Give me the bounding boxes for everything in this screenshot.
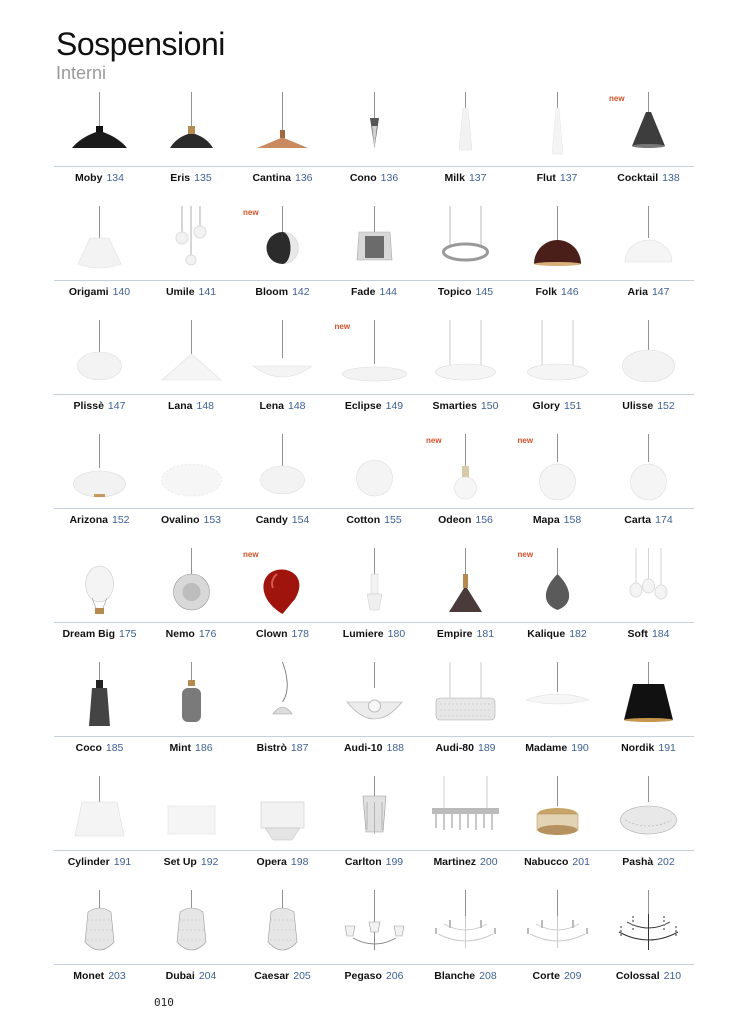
product-page: 201 — [572, 856, 590, 868]
product-mapa[interactable] — [512, 430, 603, 544]
product-row — [54, 316, 694, 430]
product-page: 144 — [379, 286, 398, 298]
product-soft[interactable] — [603, 544, 694, 658]
product-flut[interactable] — [512, 88, 603, 202]
product-page: 189 — [477, 742, 496, 754]
product-label — [603, 970, 694, 982]
product-label — [512, 286, 603, 298]
product-name: Eris — [170, 172, 191, 184]
product-carta[interactable] — [603, 430, 694, 544]
product-name: Ovalino — [160, 514, 200, 526]
product-colossal[interactable] — [603, 886, 694, 1000]
product-eclipse[interactable] — [329, 316, 420, 430]
product-pliss-[interactable] — [54, 316, 145, 430]
new-badge: new — [517, 436, 534, 445]
product-umile[interactable] — [146, 202, 237, 316]
product-name: Ulisse — [622, 400, 654, 412]
product-name: Arizona — [69, 514, 108, 526]
row-divider — [54, 622, 694, 623]
product-ulisse[interactable] — [603, 316, 694, 430]
product-page: 210 — [663, 970, 682, 982]
product-nabucco[interactable] — [512, 772, 603, 886]
row-divider — [54, 964, 694, 965]
product-name: Bistrò — [256, 742, 287, 754]
product-label — [603, 172, 694, 184]
row-divider — [54, 394, 694, 395]
product-label — [420, 400, 511, 412]
product-eris[interactable] — [146, 88, 237, 202]
product-label — [237, 400, 328, 412]
product-page: 154 — [291, 514, 310, 526]
product-page: 191 — [658, 742, 676, 754]
product-name: Lana — [167, 400, 193, 412]
product-label — [512, 400, 603, 412]
product-name: Dream Big — [62, 628, 115, 640]
product-page: 135 — [194, 172, 212, 184]
product-label — [420, 856, 511, 868]
product-row — [54, 544, 694, 658]
product-madame[interactable] — [512, 658, 603, 772]
product-label — [420, 970, 511, 982]
product-name: Opera — [256, 856, 287, 868]
product-blanche[interactable] — [420, 886, 511, 1000]
product-label — [54, 286, 145, 298]
product-label — [237, 628, 328, 640]
product-row — [54, 88, 694, 202]
product-label — [237, 742, 328, 754]
product-page: 147 — [107, 400, 126, 412]
product-label — [54, 514, 145, 526]
product-audi-10[interactable] — [329, 658, 420, 772]
product-row — [54, 772, 694, 886]
product-grid — [54, 88, 694, 1000]
product-row — [54, 658, 694, 772]
product-label — [54, 742, 145, 754]
product-page: 204 — [198, 970, 217, 982]
product-label — [420, 286, 511, 298]
product-page: 178 — [291, 628, 310, 640]
product-label — [329, 514, 420, 526]
product-name: Dubai — [165, 970, 195, 982]
product-name: Nordik — [621, 742, 655, 754]
product-label — [603, 742, 694, 754]
product-monet[interactable] — [54, 886, 145, 1000]
product-page: 151 — [563, 400, 582, 412]
product-page: 136 — [294, 172, 313, 184]
product-label — [420, 514, 511, 526]
product-name: Carlton — [344, 856, 382, 868]
product-page: 142 — [292, 286, 310, 298]
product-page: 140 — [112, 286, 131, 298]
product-name: Kalique — [527, 628, 566, 640]
product-label — [329, 172, 420, 184]
product-audi-80[interactable] — [420, 658, 511, 772]
product-moby[interactable] — [54, 88, 145, 202]
product-label — [420, 742, 511, 754]
product-cocktail[interactable] — [603, 88, 694, 202]
row-divider — [54, 280, 694, 281]
product-name: Audi-10 — [343, 742, 383, 754]
new-badge: new — [517, 550, 534, 559]
product-odeon[interactable] — [420, 430, 511, 544]
product-page: 158 — [563, 514, 582, 526]
page-subtitle: Interni — [56, 63, 107, 83]
product-name: Fade — [350, 286, 376, 298]
product-page: 152 — [657, 400, 675, 412]
product-page: 148 — [287, 400, 306, 412]
product-label — [420, 628, 511, 640]
product-page: 148 — [196, 400, 215, 412]
product-page: 137 — [559, 172, 578, 184]
product-aria[interactable] — [603, 202, 694, 316]
product-page: 192 — [200, 856, 219, 868]
product-name: Candy — [255, 514, 288, 526]
product-label — [146, 628, 237, 640]
product-smarties[interactable] — [420, 316, 511, 430]
product-page: 182 — [569, 628, 587, 640]
product-lena[interactable] — [237, 316, 328, 430]
product-page: 191 — [113, 856, 132, 868]
product-label — [512, 628, 603, 640]
product-name: Bloom — [255, 286, 289, 298]
product-pash-[interactable] — [603, 772, 694, 886]
product-label — [603, 400, 694, 412]
product-page: 149 — [385, 400, 404, 412]
product-topico[interactable] — [420, 202, 511, 316]
product-page: 200 — [480, 856, 498, 868]
product-name: Coco — [75, 742, 102, 754]
product-page: 174 — [655, 514, 673, 526]
product-pegaso[interactable] — [329, 886, 420, 1000]
new-badge: new — [243, 550, 259, 559]
product-page: 209 — [563, 970, 582, 982]
product-page: 206 — [385, 970, 404, 982]
row-divider — [54, 166, 694, 167]
product-ovalino[interactable] — [146, 430, 237, 544]
new-badge: new — [334, 322, 351, 331]
product-name: Cylinder — [67, 856, 110, 868]
product-page: 199 — [385, 856, 404, 868]
product-name: Mapa — [532, 514, 560, 526]
product-name: Colossal — [615, 970, 660, 982]
product-label — [54, 856, 145, 868]
product-set-up[interactable] — [146, 772, 237, 886]
product-row — [54, 430, 694, 544]
product-label — [146, 742, 237, 754]
product-cantina[interactable] — [237, 88, 328, 202]
product-name: Cono — [349, 172, 377, 184]
product-dream-big[interactable] — [54, 544, 145, 658]
product-clown[interactable] — [237, 544, 328, 658]
product-page: 146 — [561, 286, 579, 298]
product-name: Folk — [535, 286, 558, 298]
product-page: 203 — [108, 970, 126, 982]
product-page: 181 — [476, 628, 495, 640]
product-name: Milk — [444, 172, 465, 184]
product-page: 155 — [384, 514, 402, 526]
product-label — [54, 628, 145, 640]
product-label — [146, 286, 237, 298]
product-label — [54, 172, 145, 184]
product-page: 136 — [380, 172, 399, 184]
product-name: Caesar — [254, 970, 290, 982]
product-page: 156 — [475, 514, 493, 526]
product-label — [420, 172, 511, 184]
product-label — [329, 742, 420, 754]
product-label — [54, 970, 145, 982]
product-cono[interactable] — [329, 88, 420, 202]
product-cotton[interactable] — [329, 430, 420, 544]
product-label — [146, 400, 237, 412]
product-caesar[interactable] — [237, 886, 328, 1000]
product-lana[interactable] — [146, 316, 237, 430]
product-name: Cocktail — [617, 172, 659, 184]
new-badge: new — [609, 94, 625, 103]
product-row — [54, 886, 694, 1000]
product-page: 176 — [198, 628, 217, 640]
product-page: 141 — [198, 286, 217, 298]
product-name: Cantina — [252, 172, 291, 184]
product-label — [329, 970, 420, 982]
product-name: Monet — [73, 970, 105, 982]
product-carlton[interactable] — [329, 772, 420, 886]
product-nemo[interactable] — [146, 544, 237, 658]
product-glory[interactable] — [512, 316, 603, 430]
product-page: 175 — [118, 628, 137, 640]
product-name: Moby — [75, 172, 103, 184]
product-page: 134 — [106, 172, 124, 184]
product-label — [512, 742, 603, 754]
product-label — [146, 856, 237, 868]
product-name: Clown — [255, 628, 288, 640]
product-page: 138 — [662, 172, 680, 184]
product-page: 208 — [479, 970, 497, 982]
product-label — [237, 286, 328, 298]
product-name: Audi-80 — [435, 742, 474, 754]
product-name: Smarties — [432, 400, 477, 412]
product-lumiere[interactable] — [329, 544, 420, 658]
product-coco[interactable] — [54, 658, 145, 772]
product-page: 153 — [203, 514, 222, 526]
product-name: Pegaso — [344, 970, 382, 982]
product-name: Topico — [437, 286, 472, 298]
product-label — [237, 970, 328, 982]
product-kalique[interactable] — [512, 544, 603, 658]
product-page: 190 — [571, 742, 589, 754]
product-bistr-[interactable] — [237, 658, 328, 772]
product-name: Carta — [624, 514, 652, 526]
product-page: 145 — [475, 286, 494, 298]
product-name: Flut — [536, 172, 556, 184]
product-page: 180 — [387, 628, 406, 640]
page-title: Sospensioni — [56, 26, 225, 62]
product-name: Set Up — [163, 856, 197, 868]
product-page: 205 — [293, 970, 311, 982]
product-label — [237, 856, 328, 868]
product-empire[interactable] — [420, 544, 511, 658]
product-label — [146, 514, 237, 526]
product-name: Plissè — [73, 400, 104, 412]
product-name: Martinez — [433, 856, 477, 868]
product-name: Mint — [169, 742, 192, 754]
product-cylinder[interactable] — [54, 772, 145, 886]
product-name: Nemo — [165, 628, 195, 640]
new-badge: new — [243, 208, 259, 217]
product-label — [54, 400, 145, 412]
product-label — [603, 628, 694, 640]
product-label — [603, 286, 694, 298]
product-label — [146, 172, 237, 184]
product-martinez[interactable] — [420, 772, 511, 886]
product-name: Lumiere — [342, 628, 384, 640]
product-label — [329, 856, 420, 868]
product-name: Pashà — [622, 856, 654, 868]
product-name: Empire — [436, 628, 473, 640]
product-name: Blanche — [434, 970, 476, 982]
product-label — [329, 400, 420, 412]
product-name: Umile — [165, 286, 195, 298]
product-row — [54, 202, 694, 316]
product-nordik[interactable] — [603, 658, 694, 772]
product-name: Madame — [525, 742, 568, 754]
product-label — [512, 856, 603, 868]
product-bloom[interactable] — [237, 202, 328, 316]
row-divider — [54, 736, 694, 737]
product-corte[interactable] — [512, 886, 603, 1000]
product-page: 147 — [651, 286, 670, 298]
product-page: 137 — [468, 172, 487, 184]
product-arizona[interactable] — [54, 430, 145, 544]
product-label — [603, 856, 694, 868]
product-mint[interactable] — [146, 658, 237, 772]
product-candy[interactable] — [237, 430, 328, 544]
product-name: Corte — [532, 970, 560, 982]
product-label — [329, 286, 420, 298]
product-label — [603, 514, 694, 526]
row-divider — [54, 508, 694, 509]
product-page: 187 — [290, 742, 309, 754]
product-folk[interactable] — [512, 202, 603, 316]
new-badge: new — [426, 436, 442, 445]
product-name: Aria — [627, 286, 648, 298]
product-page: 184 — [651, 628, 670, 640]
product-name: Soft — [627, 628, 648, 640]
page-number: 010 — [154, 996, 174, 1009]
product-name: Nabucco — [524, 856, 569, 868]
product-page: 186 — [195, 742, 213, 754]
product-milk[interactable] — [420, 88, 511, 202]
product-dubai[interactable] — [146, 886, 237, 1000]
product-page: 152 — [111, 514, 130, 526]
product-name: Lena — [259, 400, 284, 412]
product-label — [512, 172, 603, 184]
product-name: Cotton — [346, 514, 381, 526]
row-divider — [54, 850, 694, 851]
product-name: Origami — [68, 286, 109, 298]
product-page: 150 — [480, 400, 499, 412]
product-label — [329, 628, 420, 640]
product-label — [146, 970, 237, 982]
product-name: Eclipse — [344, 400, 382, 412]
product-page: 188 — [386, 742, 405, 754]
product-name: Odeon — [438, 514, 472, 526]
product-label — [237, 514, 328, 526]
product-name: Glory — [532, 400, 560, 412]
product-opera[interactable] — [237, 772, 328, 886]
product-label — [237, 172, 328, 184]
product-label — [512, 970, 603, 982]
product-page: 185 — [105, 742, 124, 754]
product-origami[interactable] — [54, 202, 145, 316]
product-label — [512, 514, 603, 526]
product-page: 198 — [290, 856, 309, 868]
product-page: 202 — [657, 856, 675, 868]
product-fade[interactable] — [329, 202, 420, 316]
